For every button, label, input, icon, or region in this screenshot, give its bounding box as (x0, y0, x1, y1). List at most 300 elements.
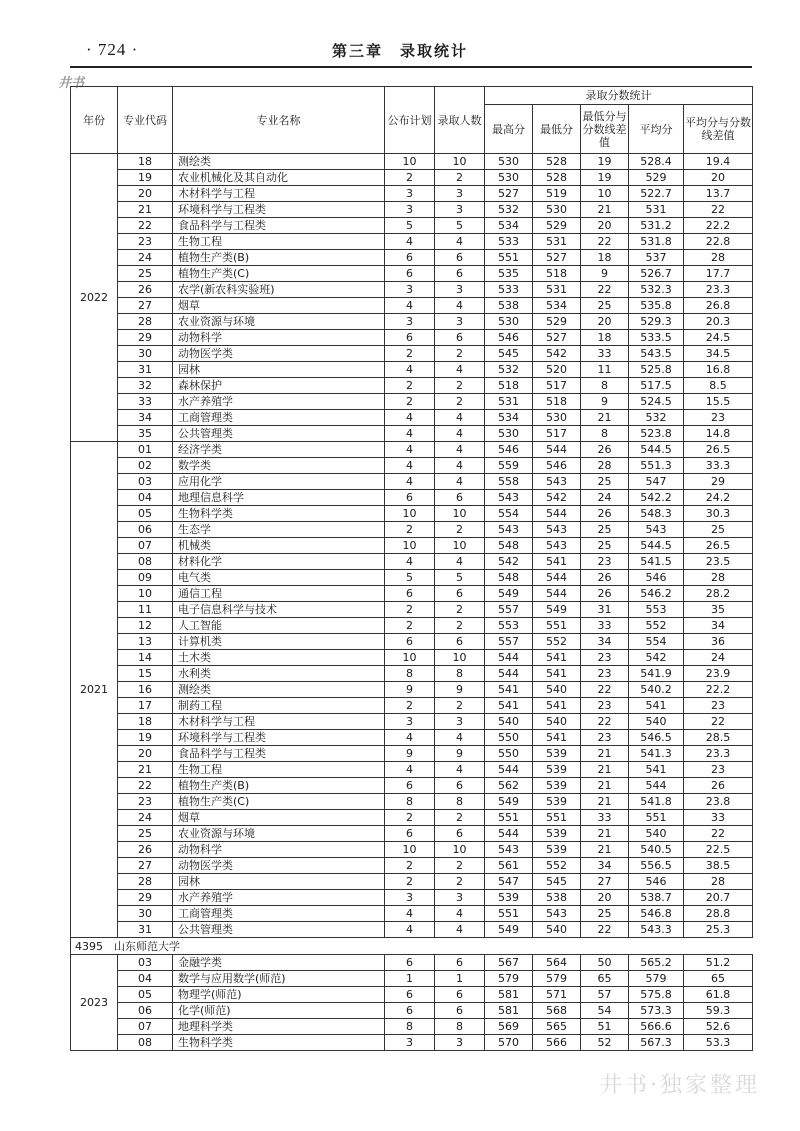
avg-diff-cell: 22.5 (684, 842, 753, 858)
max-cell: 553 (485, 618, 533, 634)
max-cell: 531 (485, 394, 533, 410)
min-cell: 539 (533, 826, 581, 842)
table-row (71, 1019, 753, 1035)
min-cell: 544 (533, 586, 581, 602)
min-diff-cell: 51 (581, 1019, 629, 1035)
avg-diff-cell: 20.7 (684, 890, 753, 906)
code-cell: 07 (118, 1019, 173, 1035)
code-cell: 17 (118, 698, 173, 714)
avg-diff-cell: 26 (684, 778, 753, 794)
avg-diff-cell: 52.6 (684, 1019, 753, 1035)
col-admitted: 录取人数 (435, 87, 485, 154)
max-cell: 569 (485, 1019, 533, 1035)
min-diff-cell: 10 (581, 186, 629, 202)
col-score-group: 录取分数统计 (485, 87, 753, 105)
min-cell: 564 (533, 955, 581, 971)
admitted-cell: 10 (435, 506, 485, 522)
avg-diff-cell: 36 (684, 634, 753, 650)
avg-diff-cell: 23 (684, 698, 753, 714)
admitted-cell: 4 (435, 410, 485, 426)
avg-cell: 540.2 (629, 682, 684, 698)
avg-diff-cell: 33 (684, 810, 753, 826)
code-cell: 04 (118, 490, 173, 506)
admitted-cell: 1 (435, 971, 485, 987)
min-diff-cell: 26 (581, 570, 629, 586)
min-cell: 568 (533, 1003, 581, 1019)
min-cell: 544 (533, 506, 581, 522)
min-cell: 543 (533, 906, 581, 922)
admitted-cell: 6 (435, 250, 485, 266)
admitted-cell: 8 (435, 794, 485, 810)
table-row (71, 282, 753, 298)
code-cell: 22 (118, 778, 173, 794)
avg-cell: 543.5 (629, 346, 684, 362)
max-cell: 581 (485, 1003, 533, 1019)
min-cell: 520 (533, 362, 581, 378)
name-cell: 植物生产类(C) (173, 794, 385, 810)
name-cell: 环境科学与工程类 (173, 202, 385, 218)
name-cell: 生物科学类 (173, 1035, 385, 1051)
col-min-diff: 最低分与分数线差值 (581, 105, 629, 154)
plan-cell: 4 (385, 442, 435, 458)
name-cell: 金融学类 (173, 955, 385, 971)
avg-cell: 546.8 (629, 906, 684, 922)
min-cell: 518 (533, 394, 581, 410)
avg-cell: 554 (629, 634, 684, 650)
avg-cell: 529.3 (629, 314, 684, 330)
min-diff-cell: 23 (581, 554, 629, 570)
avg-diff-cell: 22.2 (684, 218, 753, 234)
admitted-cell: 4 (435, 426, 485, 442)
school-name: 4395 山东师范大学 (71, 938, 753, 955)
watermark-stamp: 井书 (58, 76, 85, 91)
col-year: 年份 (71, 87, 118, 154)
table-row (71, 458, 753, 474)
admitted-cell: 2 (435, 874, 485, 890)
name-cell: 测绘类 (173, 682, 385, 698)
code-cell: 04 (118, 971, 173, 987)
max-cell: 540 (485, 714, 533, 730)
plan-cell: 6 (385, 490, 435, 506)
max-cell: 544 (485, 650, 533, 666)
max-cell: 544 (485, 826, 533, 842)
max-cell: 549 (485, 922, 533, 938)
min-diff-cell: 26 (581, 586, 629, 602)
avg-cell: 544.5 (629, 538, 684, 554)
min-cell: 546 (533, 458, 581, 474)
plan-cell: 2 (385, 522, 435, 538)
min-diff-cell: 33 (581, 810, 629, 826)
min-cell: 528 (533, 154, 581, 170)
avg-diff-cell: 22 (684, 826, 753, 842)
plan-cell: 2 (385, 170, 435, 186)
avg-cell: 541.8 (629, 794, 684, 810)
admitted-cell: 4 (435, 922, 485, 938)
max-cell: 579 (485, 971, 533, 987)
avg-cell: 543.3 (629, 922, 684, 938)
plan-cell: 4 (385, 458, 435, 474)
avg-cell: 528.4 (629, 154, 684, 170)
admitted-cell: 3 (435, 282, 485, 298)
min-diff-cell: 21 (581, 826, 629, 842)
min-cell: 531 (533, 282, 581, 298)
max-cell: 551 (485, 810, 533, 826)
table-body-lower (71, 955, 753, 1051)
table-row (71, 1035, 753, 1051)
avg-cell: 544.5 (629, 442, 684, 458)
max-cell: 530 (485, 154, 533, 170)
name-cell: 水产养殖学 (173, 890, 385, 906)
code-cell: 11 (118, 602, 173, 618)
min-cell: 527 (533, 330, 581, 346)
table-body-upper (71, 154, 753, 938)
plan-cell: 6 (385, 826, 435, 842)
plan-cell: 2 (385, 618, 435, 634)
avg-cell: 567.3 (629, 1035, 684, 1051)
table-row (71, 154, 753, 170)
plan-cell: 6 (385, 955, 435, 971)
name-cell: 农学(新农科实验班) (173, 282, 385, 298)
avg-cell: 538.7 (629, 890, 684, 906)
code-cell: 27 (118, 298, 173, 314)
admitted-cell: 4 (435, 906, 485, 922)
plan-cell: 3 (385, 314, 435, 330)
admitted-cell: 2 (435, 602, 485, 618)
school-row (71, 938, 753, 955)
table-row (71, 826, 753, 842)
avg-diff-cell: 20 (684, 170, 753, 186)
table-row (71, 314, 753, 330)
min-cell: 518 (533, 266, 581, 282)
table-row (71, 218, 753, 234)
admitted-cell: 3 (435, 714, 485, 730)
code-cell: 12 (118, 618, 173, 634)
code-cell: 28 (118, 874, 173, 890)
table-row (71, 202, 753, 218)
min-diff-cell: 33 (581, 618, 629, 634)
code-cell: 24 (118, 250, 173, 266)
min-diff-cell: 33 (581, 346, 629, 362)
plan-cell: 2 (385, 394, 435, 410)
avg-diff-cell: 8.5 (684, 378, 753, 394)
name-cell: 电子信息科学与技术 (173, 602, 385, 618)
name-cell: 工商管理类 (173, 906, 385, 922)
code-cell: 23 (118, 794, 173, 810)
max-cell: 541 (485, 682, 533, 698)
code-cell: 08 (118, 554, 173, 570)
min-diff-cell: 57 (581, 987, 629, 1003)
max-cell: 538 (485, 298, 533, 314)
min-diff-cell: 54 (581, 1003, 629, 1019)
avg-cell: 579 (629, 971, 684, 987)
plan-cell: 9 (385, 682, 435, 698)
code-cell: 25 (118, 826, 173, 842)
name-cell: 植物生产类(C) (173, 266, 385, 282)
name-cell: 数学类 (173, 458, 385, 474)
table-row (71, 682, 753, 698)
name-cell: 化学(师范) (173, 1003, 385, 1019)
avg-cell: 532 (629, 410, 684, 426)
avg-cell: 546.2 (629, 586, 684, 602)
table-row (71, 234, 753, 250)
table-header (71, 87, 753, 154)
name-cell: 材料化学 (173, 554, 385, 570)
max-cell: 567 (485, 955, 533, 971)
max-cell: 551 (485, 906, 533, 922)
max-cell: 548 (485, 538, 533, 554)
table-row (71, 987, 753, 1003)
max-cell: 543 (485, 842, 533, 858)
code-cell: 34 (118, 410, 173, 426)
code-cell: 28 (118, 314, 173, 330)
table-row (71, 746, 753, 762)
admitted-cell: 2 (435, 346, 485, 362)
max-cell: 554 (485, 506, 533, 522)
avg-diff-cell: 17.7 (684, 266, 753, 282)
table-row (71, 426, 753, 442)
name-cell: 环境科学与工程类 (173, 730, 385, 746)
avg-diff-cell: 25 (684, 522, 753, 538)
admitted-cell: 3 (435, 890, 485, 906)
code-cell: 15 (118, 666, 173, 682)
max-cell: 534 (485, 218, 533, 234)
admitted-cell: 10 (435, 538, 485, 554)
min-cell: 542 (533, 346, 581, 362)
avg-diff-cell: 29 (684, 474, 753, 490)
table-row (71, 522, 753, 538)
avg-cell: 535.8 (629, 298, 684, 314)
admitted-cell: 4 (435, 442, 485, 458)
name-cell: 木材科学与工程 (173, 186, 385, 202)
admitted-cell: 3 (435, 1035, 485, 1051)
plan-cell: 4 (385, 922, 435, 938)
min-diff-cell: 25 (581, 906, 629, 922)
plan-cell: 3 (385, 714, 435, 730)
code-cell: 18 (118, 154, 173, 170)
min-diff-cell: 9 (581, 266, 629, 282)
avg-cell: 556.5 (629, 858, 684, 874)
avg-cell: 533.5 (629, 330, 684, 346)
min-cell: 544 (533, 570, 581, 586)
school-row-body (71, 938, 753, 955)
admitted-cell: 2 (435, 618, 485, 634)
max-cell: 541 (485, 698, 533, 714)
code-cell: 22 (118, 218, 173, 234)
plan-cell: 4 (385, 474, 435, 490)
code-cell: 21 (118, 202, 173, 218)
admitted-cell: 3 (435, 186, 485, 202)
max-cell: 532 (485, 202, 533, 218)
min-diff-cell: 34 (581, 634, 629, 650)
min-cell: 552 (533, 634, 581, 650)
plan-cell: 8 (385, 794, 435, 810)
plan-cell: 6 (385, 330, 435, 346)
plan-cell: 10 (385, 650, 435, 666)
name-cell: 动物医学类 (173, 346, 385, 362)
header-rule (70, 66, 752, 68)
name-cell: 木材科学与工程 (173, 714, 385, 730)
min-cell: 539 (533, 746, 581, 762)
avg-cell: 517.5 (629, 378, 684, 394)
plan-cell: 6 (385, 1003, 435, 1019)
max-cell: 561 (485, 858, 533, 874)
avg-cell: 541.3 (629, 746, 684, 762)
min-diff-cell: 52 (581, 1035, 629, 1051)
admitted-cell: 6 (435, 955, 485, 971)
min-cell: 540 (533, 922, 581, 938)
avg-diff-cell: 35 (684, 602, 753, 618)
min-cell: 541 (533, 698, 581, 714)
max-cell: 542 (485, 554, 533, 570)
name-cell: 森林保护 (173, 378, 385, 394)
min-diff-cell: 25 (581, 474, 629, 490)
code-cell: 25 (118, 266, 173, 282)
admitted-cell: 4 (435, 362, 485, 378)
plan-cell: 10 (385, 538, 435, 554)
avg-cell: 540 (629, 826, 684, 842)
min-diff-cell: 26 (581, 442, 629, 458)
avg-diff-cell: 23.3 (684, 282, 753, 298)
min-diff-cell: 20 (581, 314, 629, 330)
name-cell: 人工智能 (173, 618, 385, 634)
max-cell: 530 (485, 314, 533, 330)
name-cell: 经济学类 (173, 442, 385, 458)
min-diff-cell: 21 (581, 842, 629, 858)
min-cell: 539 (533, 762, 581, 778)
table-row (71, 906, 753, 922)
min-cell: 542 (533, 490, 581, 506)
plan-cell: 4 (385, 554, 435, 570)
admitted-cell: 2 (435, 378, 485, 394)
avg-cell: 575.8 (629, 987, 684, 1003)
avg-diff-cell: 24.5 (684, 330, 753, 346)
code-cell: 08 (118, 1035, 173, 1051)
admitted-cell: 2 (435, 394, 485, 410)
avg-diff-cell: 23.5 (684, 554, 753, 570)
table-row (71, 186, 753, 202)
avg-diff-cell: 15.5 (684, 394, 753, 410)
max-cell: 562 (485, 778, 533, 794)
table-row (71, 794, 753, 810)
max-cell: 535 (485, 266, 533, 282)
min-diff-cell: 21 (581, 794, 629, 810)
max-cell: 530 (485, 426, 533, 442)
table-row (71, 362, 753, 378)
name-cell: 生态学 (173, 522, 385, 538)
plan-cell: 9 (385, 746, 435, 762)
avg-diff-cell: 53.3 (684, 1035, 753, 1051)
name-cell: 土木类 (173, 650, 385, 666)
table-row (71, 442, 753, 458)
avg-diff-cell: 26.8 (684, 298, 753, 314)
avg-cell: 548.3 (629, 506, 684, 522)
admitted-cell: 4 (435, 234, 485, 250)
min-diff-cell: 18 (581, 250, 629, 266)
code-cell: 32 (118, 378, 173, 394)
avg-diff-cell: 38.5 (684, 858, 753, 874)
min-cell: 539 (533, 778, 581, 794)
name-cell: 烟草 (173, 810, 385, 826)
name-cell: 动物医学类 (173, 858, 385, 874)
plan-cell: 2 (385, 602, 435, 618)
admitted-cell: 6 (435, 586, 485, 602)
min-diff-cell: 19 (581, 170, 629, 186)
name-cell: 植物生产类(B) (173, 250, 385, 266)
code-cell: 01 (118, 442, 173, 458)
table-row (71, 602, 753, 618)
min-diff-cell: 26 (581, 506, 629, 522)
min-diff-cell: 19 (581, 154, 629, 170)
max-cell: 550 (485, 746, 533, 762)
min-diff-cell: 22 (581, 922, 629, 938)
avg-cell: 525.8 (629, 362, 684, 378)
table-row (71, 570, 753, 586)
min-diff-cell: 34 (581, 858, 629, 874)
avg-cell: 552 (629, 618, 684, 634)
name-cell: 地理信息科学 (173, 490, 385, 506)
max-cell: 527 (485, 186, 533, 202)
table-row (71, 650, 753, 666)
admitted-cell: 8 (435, 666, 485, 682)
name-cell: 制药工程 (173, 698, 385, 714)
table-row (71, 490, 753, 506)
avg-cell: 541.5 (629, 554, 684, 570)
col-avg: 平均分 (629, 105, 684, 154)
plan-cell: 6 (385, 266, 435, 282)
table-row (71, 730, 753, 746)
name-cell: 水产养殖学 (173, 394, 385, 410)
min-diff-cell: 20 (581, 218, 629, 234)
max-cell: 548 (485, 570, 533, 586)
table-row (71, 971, 753, 987)
name-cell: 数学与应用数学(师范) (173, 971, 385, 987)
max-cell: 534 (485, 410, 533, 426)
admitted-cell: 10 (435, 650, 485, 666)
name-cell: 机械类 (173, 538, 385, 554)
min-diff-cell: 21 (581, 762, 629, 778)
admitted-cell: 6 (435, 987, 485, 1003)
max-cell: 558 (485, 474, 533, 490)
code-cell: 29 (118, 330, 173, 346)
avg-diff-cell: 59.3 (684, 1003, 753, 1019)
code-cell: 06 (118, 1003, 173, 1019)
name-cell: 动物科学 (173, 330, 385, 346)
code-cell: 06 (118, 522, 173, 538)
max-cell: 530 (485, 170, 533, 186)
avg-cell: 531.8 (629, 234, 684, 250)
min-diff-cell: 50 (581, 955, 629, 971)
admitted-cell: 10 (435, 154, 485, 170)
max-cell: 559 (485, 458, 533, 474)
min-cell: 544 (533, 442, 581, 458)
min-diff-cell: 8 (581, 426, 629, 442)
code-cell: 07 (118, 538, 173, 554)
avg-diff-cell: 13.7 (684, 186, 753, 202)
name-cell: 食品科学与工程类 (173, 218, 385, 234)
admitted-cell: 6 (435, 826, 485, 842)
min-cell: 565 (533, 1019, 581, 1035)
table-row (71, 842, 753, 858)
col-min: 最低分 (533, 105, 581, 154)
avg-diff-cell: 22.8 (684, 234, 753, 250)
plan-cell: 10 (385, 154, 435, 170)
avg-diff-cell: 23.8 (684, 794, 753, 810)
min-diff-cell: 9 (581, 394, 629, 410)
admitted-cell: 8 (435, 1019, 485, 1035)
admitted-cell: 9 (435, 682, 485, 698)
table-row (71, 1003, 753, 1019)
code-cell: 19 (118, 170, 173, 186)
